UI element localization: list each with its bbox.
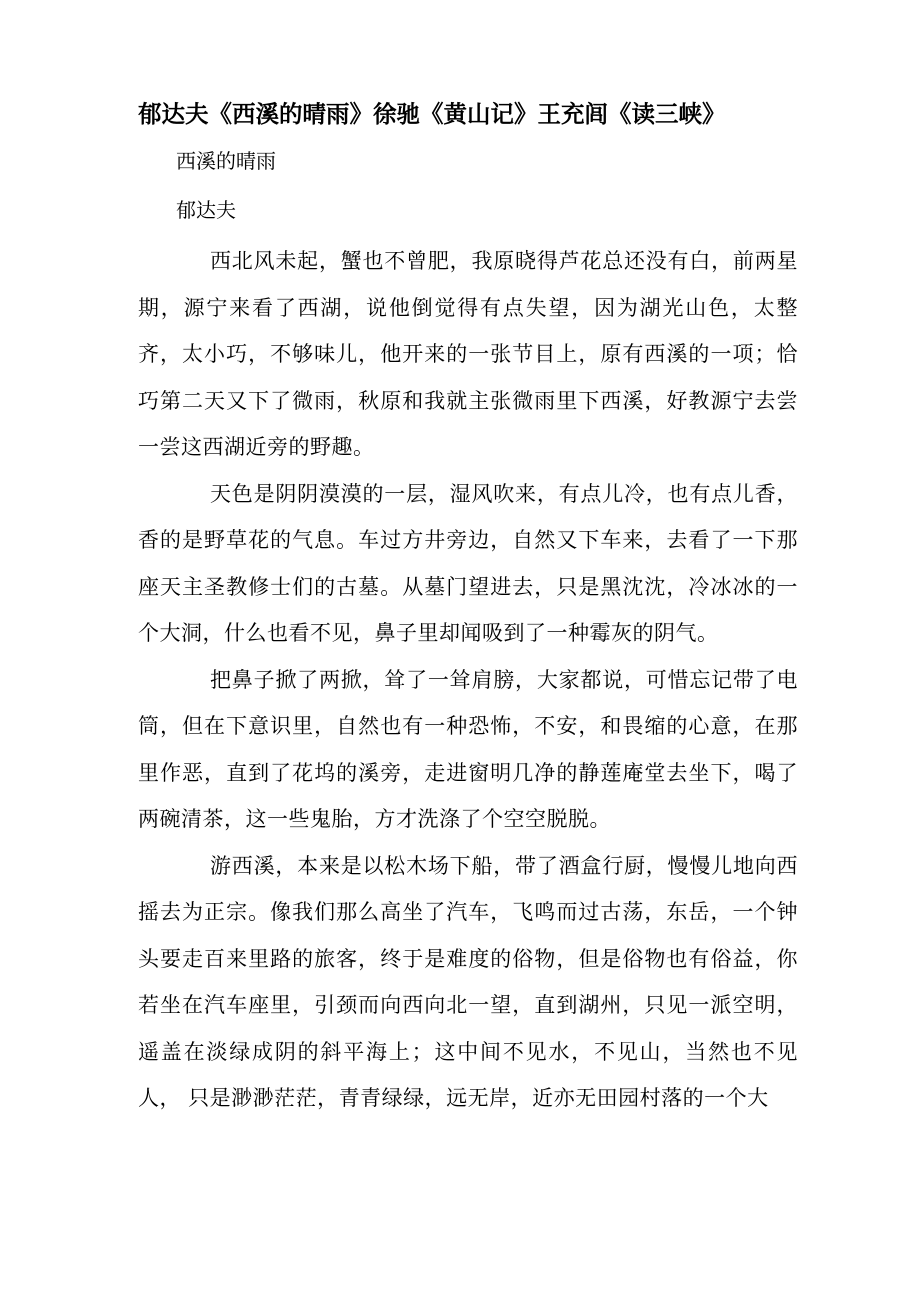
- paragraph-1: 西北风未起，蟹也不曾肥，我原晓得芦花总还没有白，前两星期，源宁来看了西湖，说他倒觉得有点失望，因为湖光山色，太整齐，太小巧，不够味儿，他开来的一张节目上，原有西溪的一项；恰巧第二天又下了微雨，秋原和我就主张微雨里下西溪，好教源宁去尝一尝这西湖近旁的野趣。: [138, 249, 798, 459]
- article-author: 郁达夫: [176, 198, 236, 222]
- article-title: 西溪的晴雨: [176, 149, 276, 173]
- paragraph-3: 把鼻子掀了两掀，耸了一耸肩膀，大家都说，可惜忘记带了电筒，但在下意识里，自然也有一种恐怖，不安，和畏缩的心意，在那里作恶，直到了花坞的溪旁，走进窗明几净的静莲庵堂去坐下，喝了两碗清茶，这一些鬼胎，方才洗涤了个空空脱脱。: [138, 667, 798, 831]
- paragraph-2: 天色是阴阴漠漠的一层，湿风吹来，有点儿冷，也有点儿香，香的是野草花的气息。车过方井旁边，自然又下车来，去看了一下那座天主圣教修士们的古墓。从墓门望进去，只是黑沈沈，冷冰冰的一个大洞，什么也看不见，鼻子里却闻吸到了一种霉灰的阴气。: [138, 481, 798, 645]
- paragraph-4: 游西溪，本来是以松木场下船，带了酒盒行厨，慢慢儿地向西摇去为正宗。像我们那么高坐了汽车，飞鸣而过古荡，东岳，一个钟头要走百来里路的旅客，终于是难度的俗物，但是俗物也有俗益，你若坐在汽车座里，引颈而向西向北一望，直到湖州，只见一派空明， 遥盖在淡绿成阴的斜平海上；这中间不见水，不见山，当然也不见人， 只是渺渺茫茫，青青绿绿，远无岸，近亦无田园村落的一个大: [138, 853, 798, 1110]
- article-body: [138, 238, 798, 1122]
- document-title: 郁达夫《西溪的晴雨》徐驰《黄山记》王充闾《读三峡》: [138, 100, 726, 128]
